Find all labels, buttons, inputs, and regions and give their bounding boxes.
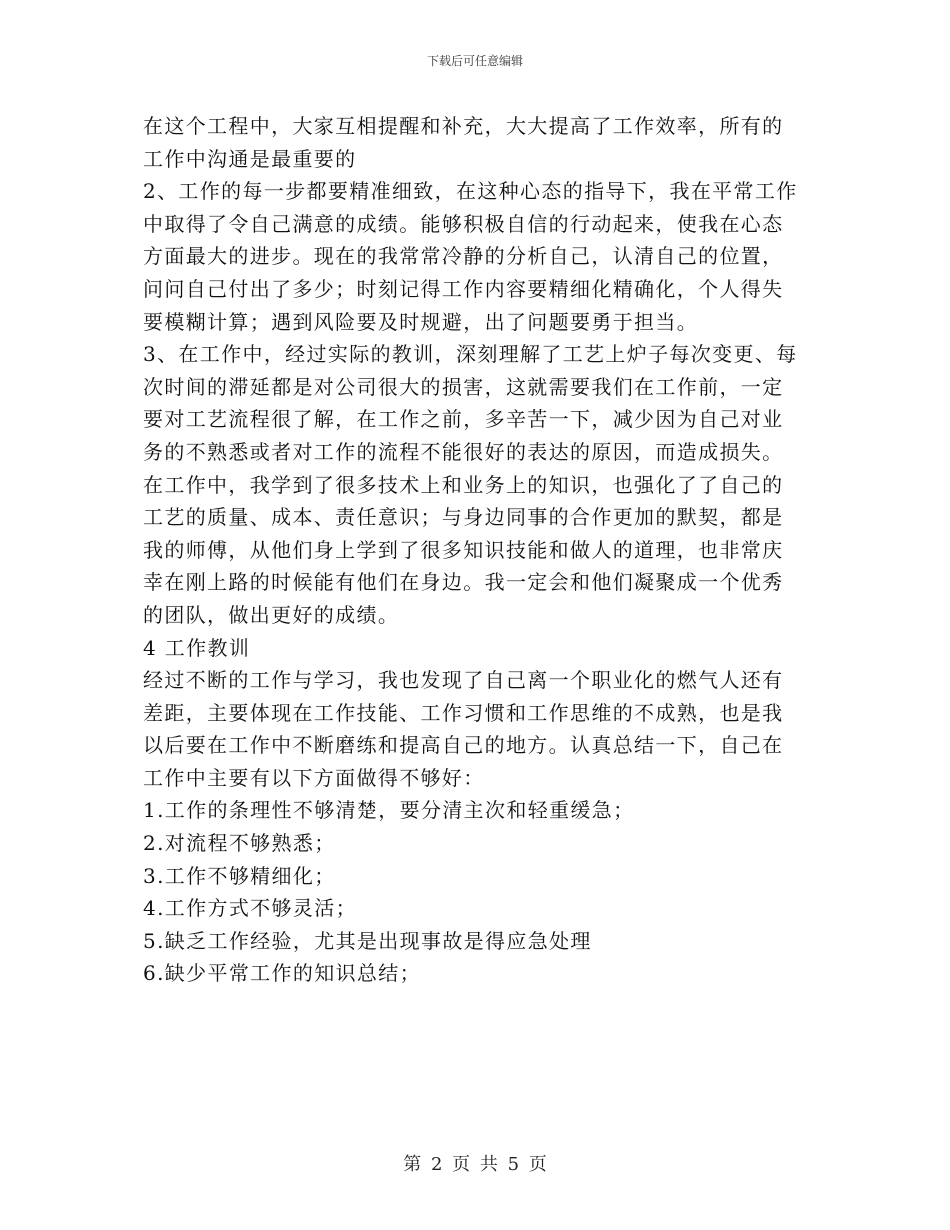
body-line: 工作中主要有以下方面做得不够好： [143,765,485,790]
body-line: 经过不断的工作与学习，我也发现了自己离一个职业化的燃气人还有 [143,668,784,693]
body-line: 中取得了令自己满意的成绩。能够积极自信的行动起来，使我在心态 [143,211,784,236]
body-line: 要模糊计算；遇到风险要及时规避，出了问题要勇于担当。 [143,309,699,334]
list-item: 6.缺少平常工作的知识总结； [143,961,421,986]
body-line: 幸在刚上路的时候能有他们在身边。我一定会和他们凝聚成一个优秀 [143,570,784,595]
section-heading: 4 工作教训 [143,635,251,660]
body-line: 务的不熟悉或者对工作的流程不能很好的表达的原因，而造成损失。 [143,439,784,464]
body-line: 工艺的质量、成本、责任意识；与身边同事的合作更加的默契，都是 [143,505,784,530]
page-header: 下载后可任意编辑 [426,54,523,68]
list-item: 4.工作方式不够灵活； [143,896,357,921]
body-line: 工作中沟通是最重要的 [143,146,357,171]
body-line: 在工作中，我学到了很多技术上和业务上的知识，也强化了了自己的 [143,472,784,497]
body-line: 方面最大的进步。现在的我常常冷静的分析自己，认清自己的位置， [143,244,784,269]
body-line: 差距，主要体现在工作技能、工作习惯和工作思维的不成熟，也是我 [143,700,784,725]
body-line: 我的师傅，从他们身上学到了很多知识技能和做人的道理，也非常庆 [143,537,784,562]
list-item: 1.工作的条理性不够清楚，要分清主次和轻重缓急； [143,798,635,823]
list-item: 2.对流程不够熟悉； [143,831,336,856]
body-line: 3、在工作中，经过实际的教训，深刻理解了工艺上炉子每次变更、每 [143,342,798,367]
body-line: 的团队，做出更好的成绩。 [143,602,400,627]
body-line: 以后要在工作中不断磨练和提高自己的地方。认真总结一下，自己在 [143,733,784,758]
body-line: 问问自己付出了多少；时刻记得工作内容要精细化精确化，个人得失 [143,276,784,301]
list-item: 3.工作不够精细化； [143,863,336,888]
body-line: 次时间的滞延都是对公司很大的损害，这就需要我们在工作前，一定 [143,374,784,399]
body-line: 2、工作的每一步都要精准细致，在这种心态的指导下，我在平常工作 [143,179,798,204]
list-item: 5.缺乏工作经验，尤其是出现事故是得应急处理 [143,928,592,953]
body-line: 在这个工程中，大家互相提醒和补充，大大提高了工作效率，所有的 [143,114,784,138]
document-body [143,110,813,990]
page-number: 第 2 页 共 5 页 [403,1154,547,1175]
body-line: 要对工艺流程很了解，在工作之前，多辛苦一下，减少因为自己对业 [143,407,784,432]
